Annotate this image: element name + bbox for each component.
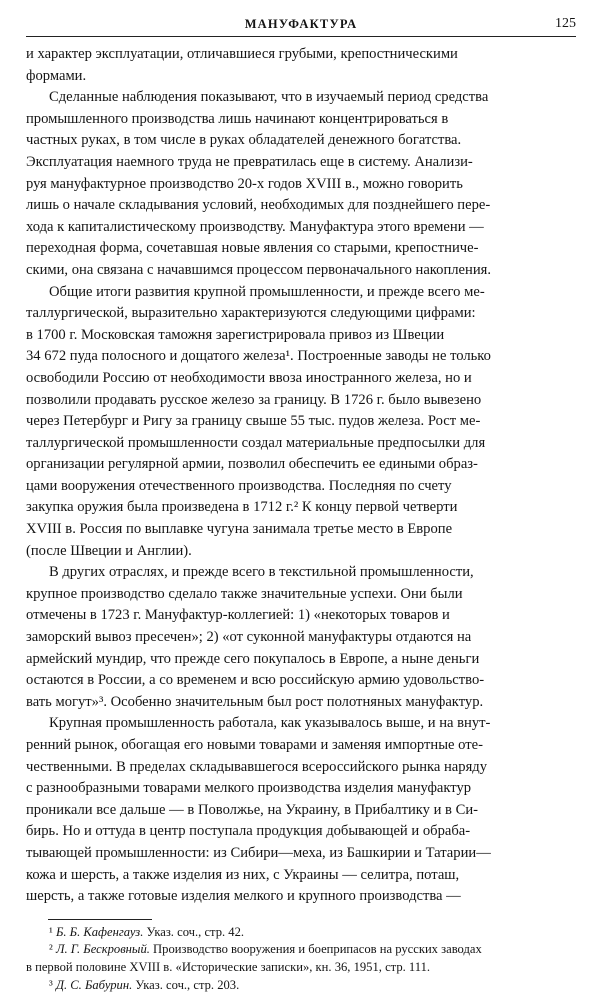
body-text	[26, 44, 576, 908]
footnote-text: Указ. соч., стр. 203.	[132, 977, 240, 992]
paragraph-continuation: и характер эксплуатации, отличавшиеся грубыми, крепостническими формами.	[26, 46, 458, 84]
footnote	[26, 977, 576, 994]
footnotes	[26, 924, 576, 994]
footnote-divider	[48, 919, 152, 920]
footnote-marker: ²	[49, 942, 53, 957]
footnote-text: Указ. соч., стр. 42.	[143, 924, 245, 939]
book-page	[26, 14, 576, 994]
footnote-author: Д. С. Бабурин.	[55, 977, 133, 992]
footnote-marker: ³	[49, 977, 53, 992]
paragraph: Общие итоги развития крупной промышленности, и прежде всего ме- таллургической, выразительно характеризуются следующими цифрами: в 1700 г. Московская таможня зарегистрировала привоз из Швеции 34 672 пуда полосного и дощатого железа¹. Построенные заводы не только освободили Россию от необходимости ввоза иностранного железа, но и позволили продавать русское железо за границу. В 1726 г. было вывезено через Петербург и Ригу за границу свыше 55 тыс. пудов железа. Рост ме- таллургической промышленности создал материальные предпосылки для организации регулярной армии, позволил обеспечить ее едиными образ- цами вооружения отечественного производства. Последняя по счету закупка оружия была произведена в 1712 г.² К концу первой четверти XVIII в. Россия по выплавке чугуна занимала третье место в Европе (после Швеции и Англии).	[26, 283, 491, 559]
footnote	[26, 941, 576, 976]
paragraph: В других отраслях, и прежде всего в текстильной промышленности, крупное производство сделало также значительные успехи. Они были отмечены в 1723 г. Мануфактур-коллегией: 1) «некоторых товаров и заморский вывоз пресечен»; 2) «от суконной мануфактуры отдаются на армейский мундир, что прежде сего покупалось в Европе, а ныне деньги остаются в России, а со временем и всю российскую армию удовольство- вать могут»³. Особенно значительным был рост полотняных мануфактур.	[26, 564, 485, 710]
running-header	[26, 14, 576, 37]
footnote-author: Л. Г. Бескровный.	[55, 942, 150, 957]
paragraph: Сделанные наблюдения показывают, что в изучаемый период средства промышленного производства лишь начинают концентрироваться в частных руках, в том числе в руках обладателей денежного богатства. Эксплуатация наемного труда не превратилась еще в систему. Анализи- руя мануфактурное производство 20-х годов XVIII в., можно говорить лишь о начале складывания условий, необходимых для позднейшего пере- хода к капиталистическому производству. Мануфактура этого времени — переходная форма, сочетавшая новые явления со старыми, крепостниче- скими, она связана с начавшимся процессом первоначального накопления.	[26, 89, 492, 278]
footnote	[26, 924, 576, 942]
paragraph: Крупная промышленность работала, как указывалось выше, и на внут- ренний рынок, обогащая его новыми товарами и заменяя импортные оте- чественными. В пределах складывавшегося всероссийского рынка наряду с разнообразными товарами мелкого производства изделия мануфактур проникали все дальше — в Поволжье, на Украину, в Прибалтику и в Си- бирь. Но и оттуда в центр поступала продукция добывающей и обраба- тывающей промышленности: из Сибири—меха, из Башкирии и Татарии— кожа и шерсть, а также изделия из них, с Украины — селитра, поташ, шерсть, а также готовые изделия мелкого и крупного производства —	[26, 715, 491, 905]
running-title: МАНУФАКТУРА	[244, 17, 358, 31]
footnote-author: Б. Б. Кафенгауз.	[55, 924, 144, 939]
footnote-marker: ¹	[49, 924, 53, 939]
footnote-text: Производство вооружения и боеприпасов на русских заводах в первой половине XVIII в. «Исторические записки», кн. 36, 1951, стр. 111.	[26, 942, 482, 974]
page-number: 125	[555, 16, 576, 31]
